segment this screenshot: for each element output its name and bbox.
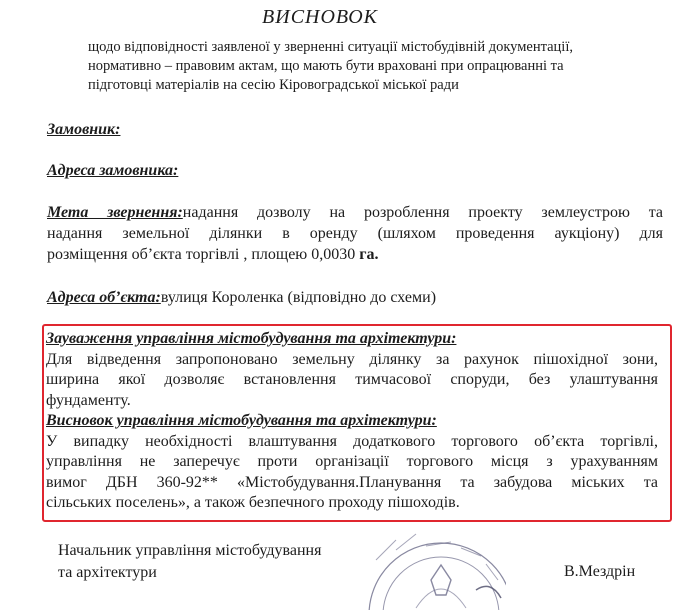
- signatory-title-line: Начальник управління містобудування: [58, 542, 322, 559]
- conclusion-heading: Висновок управління містобудування та архітектури:: [46, 412, 437, 429]
- conclusion-line: вимог ДБН 360-92** «Містобудування.Планування та забудова міських та: [46, 473, 658, 491]
- subtitle-line: нормативно – правовим актам, що мають бути враховані при опрацюванні та: [88, 58, 564, 74]
- purpose-label: Мета звернення:: [47, 204, 183, 221]
- customer-field: [47, 119, 120, 140]
- subtitle-line: підготовці матеріалів на сесію Кіровоградської міської ради: [88, 77, 459, 93]
- purpose-line: розміщення об’єкта торгівлі , площею 0,0030 га.: [47, 246, 379, 263]
- remarks-heading: Зауваження управління містобудування та архітектури:: [46, 330, 457, 347]
- conclusion-line: сільських поселень», а також безпечного проходу пішоходів.: [46, 494, 460, 511]
- request-purpose: [47, 202, 663, 265]
- official-stamp: [356, 520, 506, 610]
- remarks-line: Для відведення запропоновано земельну ділянку за рахунок пішохідної зони,: [46, 350, 658, 368]
- customer-address-label: Адреса замовника:: [47, 162, 179, 179]
- subtitle-line: щодо відповідності заявленої у зверненні ситуації містобудівній документації,: [88, 39, 573, 55]
- department-remarks: [46, 329, 658, 514]
- conclusion-line: У випадку необхідності влаштування додаткового торгового об’єкта торгівлі,: [46, 432, 658, 450]
- signatory-title-line: та архітектури: [58, 564, 157, 581]
- remarks-line: фундаменту.: [46, 391, 131, 409]
- object-address-value: вулиця Короленка (відповідно до схеми): [160, 289, 437, 306]
- customer-label: Замовник:: [47, 121, 121, 138]
- document-subtitle: [88, 38, 648, 95]
- purpose-line: Мета звернення:надання дозволу на розроблення проекту землеустрою та: [47, 204, 664, 221]
- document-title: ВИСНОВОК: [262, 6, 378, 28]
- conclusion-line: управління не заперечує проти організації торгового місця з урахуванням: [46, 453, 658, 470]
- signatory-name: В.Мездрін: [564, 563, 636, 580]
- signatory-title: [58, 540, 321, 584]
- remarks-line: ширина якої дозволяє встановлення тимчасової споруди, без улаштування: [46, 371, 658, 388]
- customer-address-field: [47, 160, 178, 181]
- object-address-label: Адреса об’єкта:: [47, 289, 161, 306]
- purpose-line: надання земельної ділянки в оренду (шляхом проведення аукціону) для: [47, 225, 663, 242]
- object-address-field: [47, 287, 436, 308]
